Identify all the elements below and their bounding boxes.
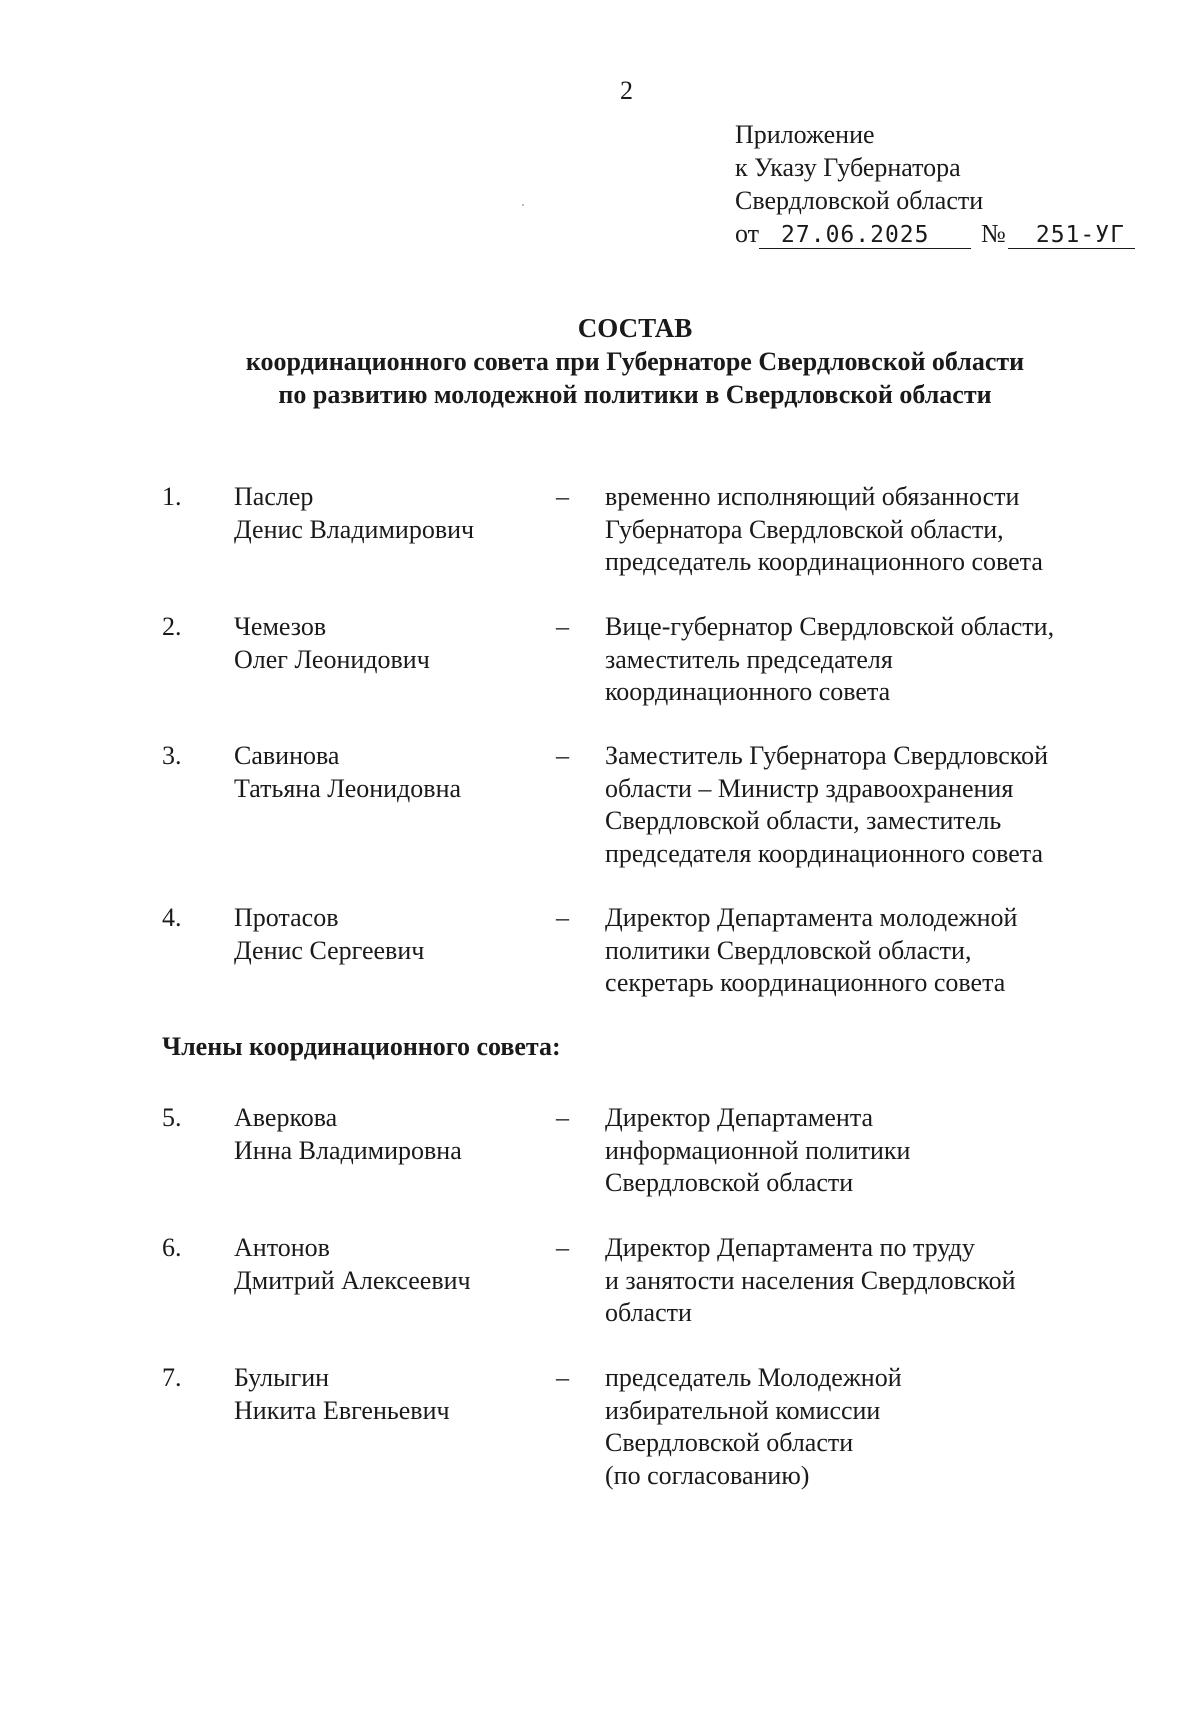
separator-dash: – [556, 482, 569, 511]
separator-dash: – [556, 903, 569, 932]
member-name [234, 1102, 462, 1167]
appendix-line: Свердловской области [735, 186, 984, 215]
document-title [0, 312, 1200, 411]
role-line: политики Свердловской области, [605, 935, 972, 965]
appendix-date-line [735, 217, 1135, 250]
member-name [234, 902, 424, 967]
member-name [234, 481, 474, 546]
member-number: 6. [162, 1233, 182, 1262]
role-line: (по согласованию) [605, 1460, 810, 1490]
role-line: Директор Департамента молодежной [605, 903, 1018, 932]
role-line: Губернатора Свердловской области, [605, 514, 1004, 544]
member-surname: Булыгин [234, 1363, 330, 1392]
member-name [234, 1232, 471, 1297]
member-role [605, 1362, 902, 1492]
title-main: СОСТАВ [577, 313, 693, 343]
member-number: 7. [162, 1363, 182, 1392]
role-line: Директор Департамента по труду [605, 1233, 975, 1262]
member-number: 1. [162, 482, 182, 511]
title-line: по развитию молодежной политики в Свердловской области [278, 380, 992, 409]
member-role [605, 740, 1048, 870]
member-role [605, 1232, 1016, 1330]
member-number: 4. [162, 903, 182, 932]
role-line: Заместитель Губернатора Свердловской [605, 741, 1048, 770]
decree-number: 251-УГ [1008, 222, 1135, 249]
member-given-names: Денис Сергеевич [234, 935, 425, 965]
role-line: председатель координационного совета [605, 547, 1043, 576]
decree-date: 27.06.2025 [759, 222, 971, 249]
role-line: и занятости населения Свердловской [605, 1265, 1016, 1295]
member-number: 2. [162, 612, 182, 641]
member-given-names: Инна Владимировна [234, 1135, 462, 1165]
member-role [605, 902, 1017, 1000]
separator-dash: – [556, 741, 569, 770]
role-line: Свердловской области [605, 1428, 854, 1457]
role-line: председателя координационного совета [605, 838, 1043, 868]
role-line: временно исполняющий обязанности [605, 482, 1020, 511]
member-given-names: Дмитрий Алексеевич [234, 1265, 471, 1295]
members-heading: Члены координационного совета: [162, 1032, 561, 1061]
member-number: 3. [162, 741, 182, 770]
member-name [234, 1362, 450, 1427]
appendix-block [735, 118, 1135, 250]
role-line: Директор Департамента [605, 1103, 874, 1132]
member-surname: Паслер [234, 482, 314, 511]
role-line: координационного совета [605, 677, 891, 706]
member-given-names: Олег Леонидович [234, 644, 430, 674]
role-line: избирательной комиссии [605, 1395, 881, 1425]
separator-dash: – [556, 1233, 569, 1262]
date-prefix: от [735, 219, 760, 248]
member-surname: Антонов [234, 1233, 330, 1262]
member-surname: Аверкова [234, 1103, 338, 1132]
role-line: Свердловской области, заместитель [605, 806, 1002, 835]
member-role [605, 611, 1054, 709]
appendix-line: к Указу Губернатора [735, 153, 961, 182]
member-surname: Савинова [234, 741, 340, 770]
role-line: заместитель председателя [605, 644, 893, 674]
role-line: области [605, 1298, 692, 1327]
page-number: 2 [620, 76, 633, 105]
member-surname: Протасов [234, 903, 339, 932]
role-line: Вице-губернатор Свердловской области, [605, 612, 1055, 641]
member-given-names: Татьяна Леонидовна [234, 773, 462, 803]
member-surname: Чемезов [234, 612, 327, 641]
member-given-names: Денис Владимирович [234, 514, 475, 544]
role-line: секретарь координационного совета [605, 968, 1006, 997]
role-line: информационной политики [605, 1135, 911, 1165]
separator-dash: – [556, 1103, 569, 1132]
member-role [605, 1102, 910, 1200]
role-line: области – Министр здравоохранения [605, 773, 1014, 803]
member-number: 5. [162, 1103, 182, 1132]
separator-dash: – [556, 612, 569, 641]
title-line: координационного совета при Губернаторе Свердловской области [245, 347, 1025, 376]
appendix-line: Приложение [735, 120, 875, 149]
member-name [234, 740, 461, 805]
role-line: Свердловской области [605, 1168, 854, 1197]
member-name [234, 611, 430, 676]
number-sign: № [981, 219, 1006, 248]
member-given-names: Никита Евгеньевич [234, 1395, 450, 1425]
scan-speck [522, 204, 524, 206]
separator-dash: – [556, 1363, 569, 1392]
member-role [605, 481, 1043, 579]
role-line: председатель Молодежной [605, 1363, 902, 1392]
